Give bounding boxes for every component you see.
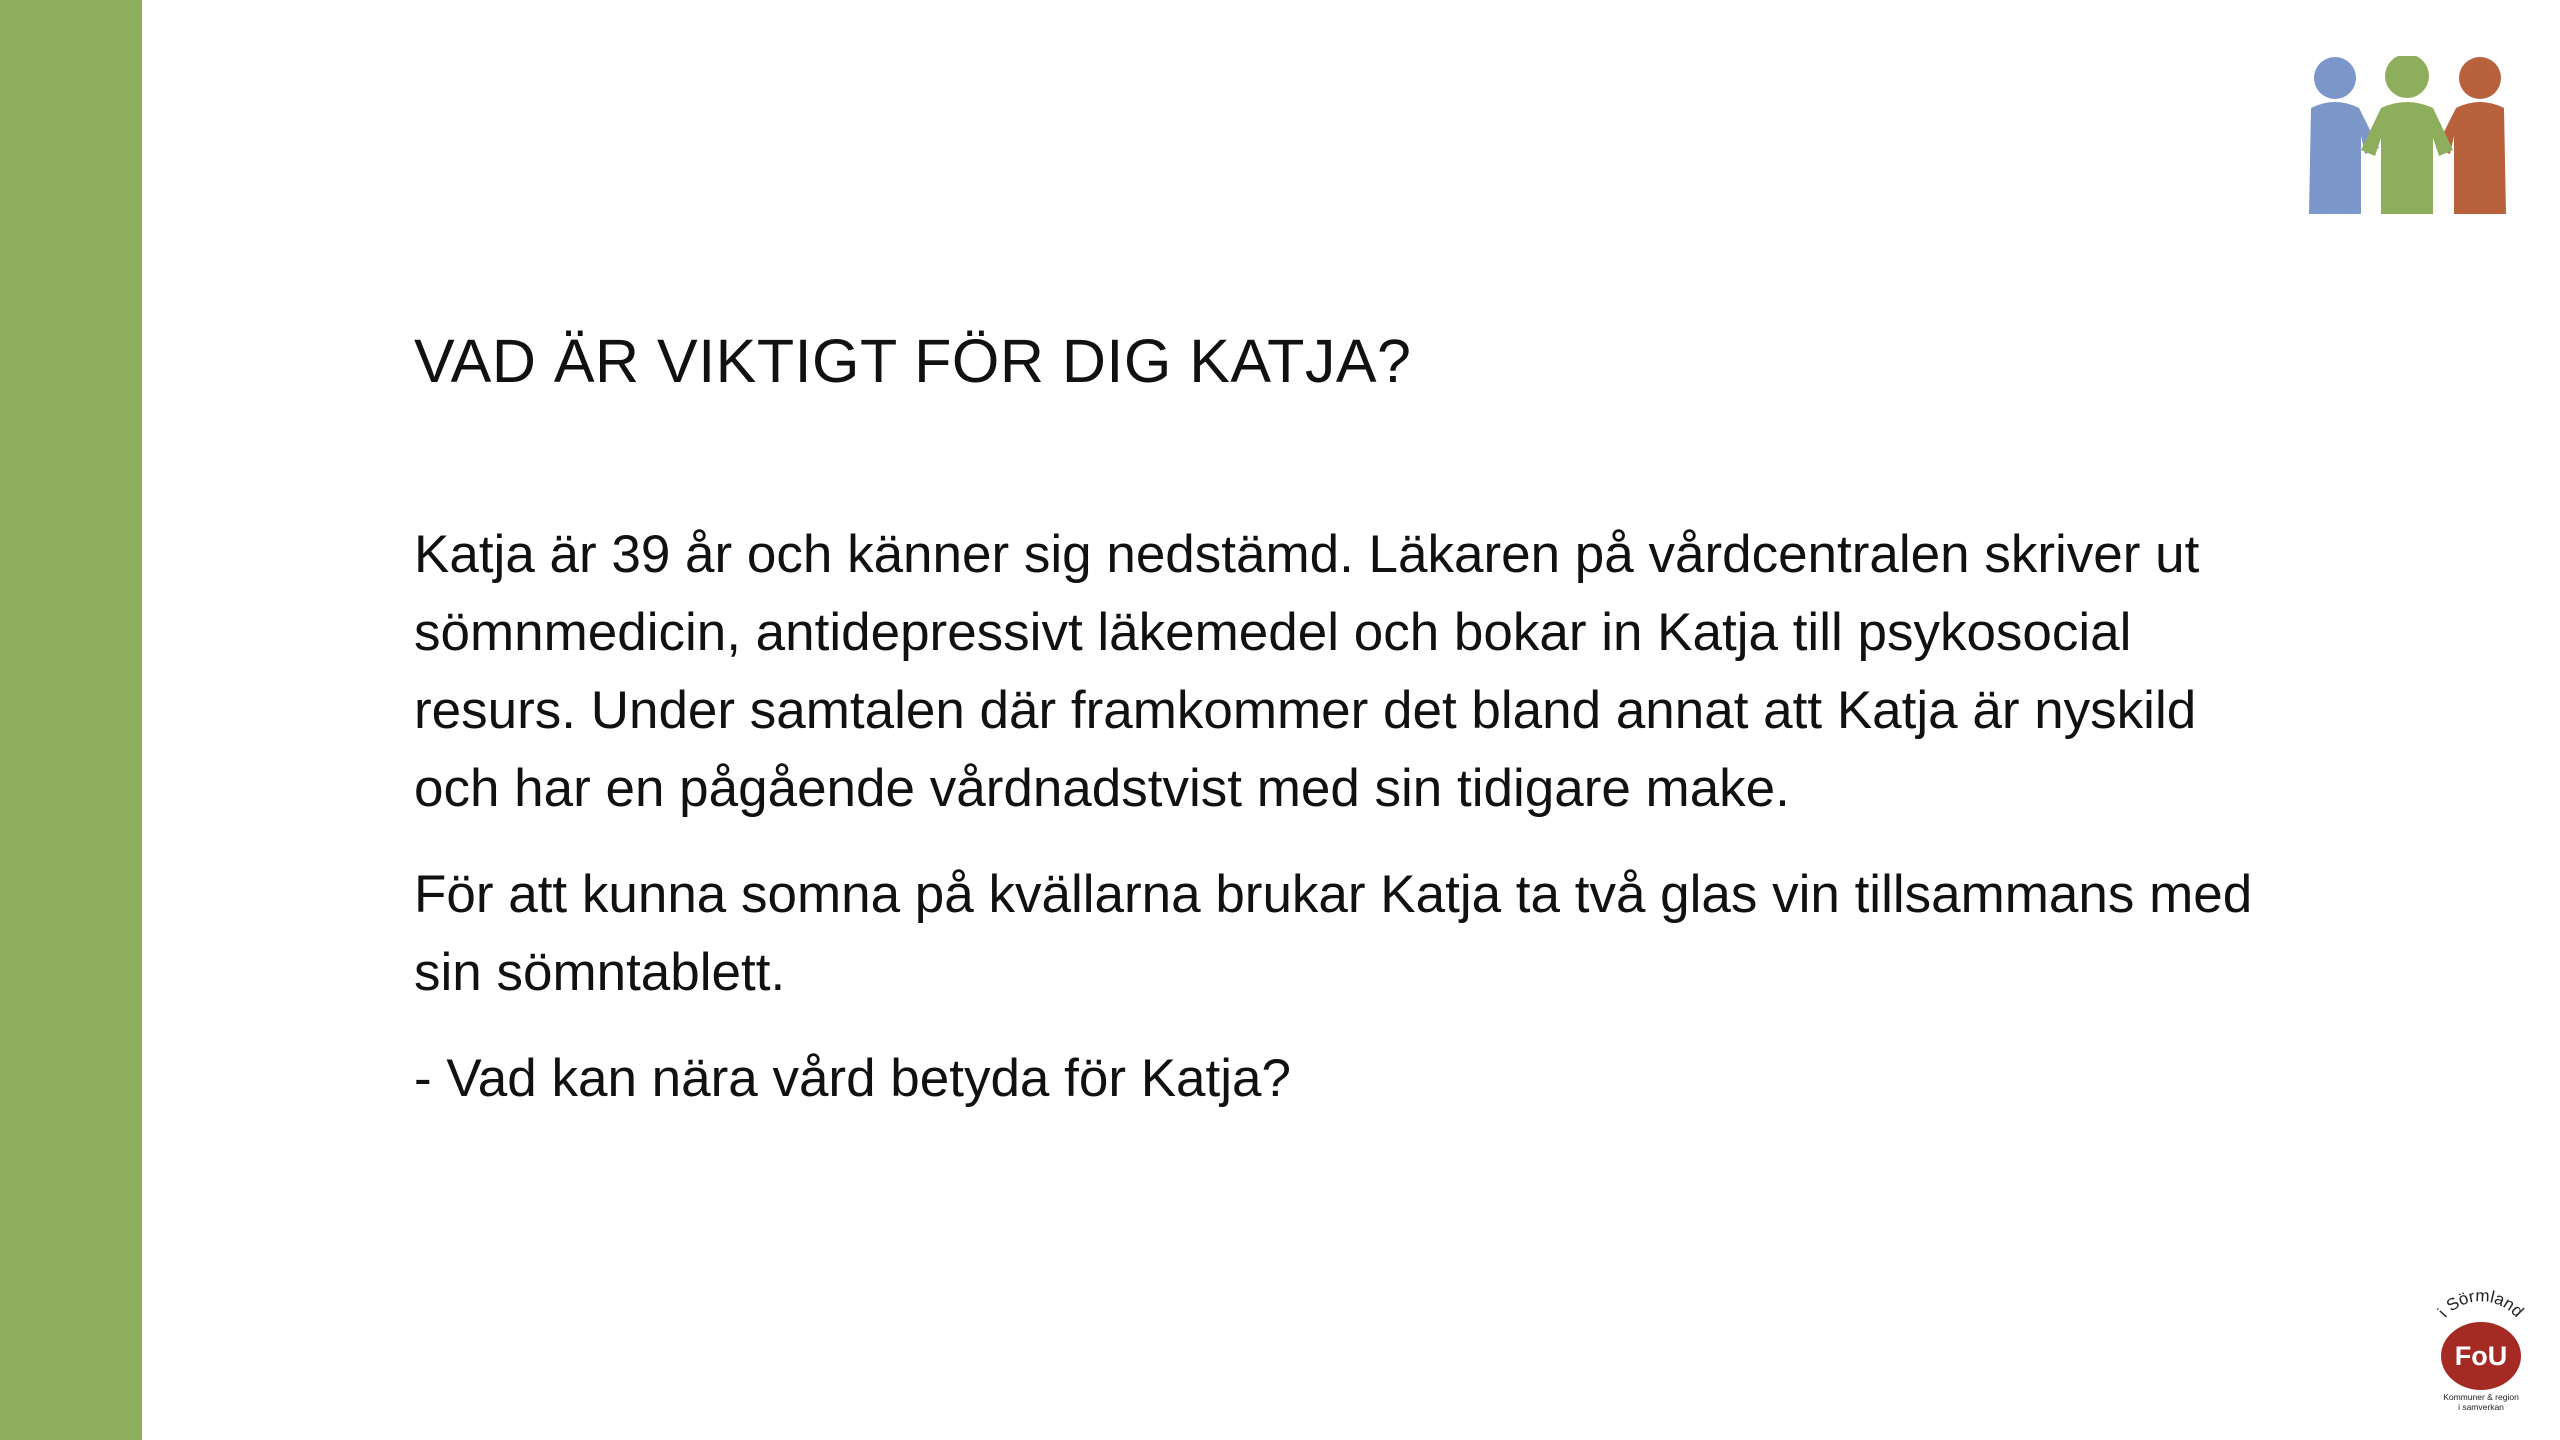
slide-content — [414, 325, 2264, 1146]
sidebar-accent-bar — [0, 0, 142, 1440]
slide-title: VAD ÄR VIKTIGT FÖR DIG KATJA? — [414, 327, 1412, 395]
fou-caption-line2: i samverkan — [2458, 1402, 2504, 1412]
fou-logo-icon — [2420, 1285, 2542, 1415]
fou-caption-line1: Kommuner & region — [2443, 1392, 2519, 1402]
svg-text:i Sörmland — [2434, 1286, 2527, 1321]
paragraph-sleep-habits: För att kunna somna på kvällarna brukar Katja ta två glas vin tillsammans med sin sömntablett. — [414, 865, 2253, 1003]
people-logo-icon — [2295, 56, 2520, 221]
fou-badge-text: FoU — [2454, 1341, 2508, 1371]
fou-arc-text: i Sörmland — [2434, 1286, 2528, 1321]
paragraph-question: - Vad kan nära vård betyda för Katja? — [414, 1049, 1291, 1109]
paragraph-case-description: Katja är 39 år och känner sig nedstämd. Läkaren på vårdcentralen skriver ut sömnmedicin, antidepressivt läkemedel och bokar in Katja till psykosocial resurs. Under samtalen där framkommer det bland annat att Katja är nyskild och har en pågående vårdnadstvist med sin tidigare make. — [414, 525, 2200, 819]
